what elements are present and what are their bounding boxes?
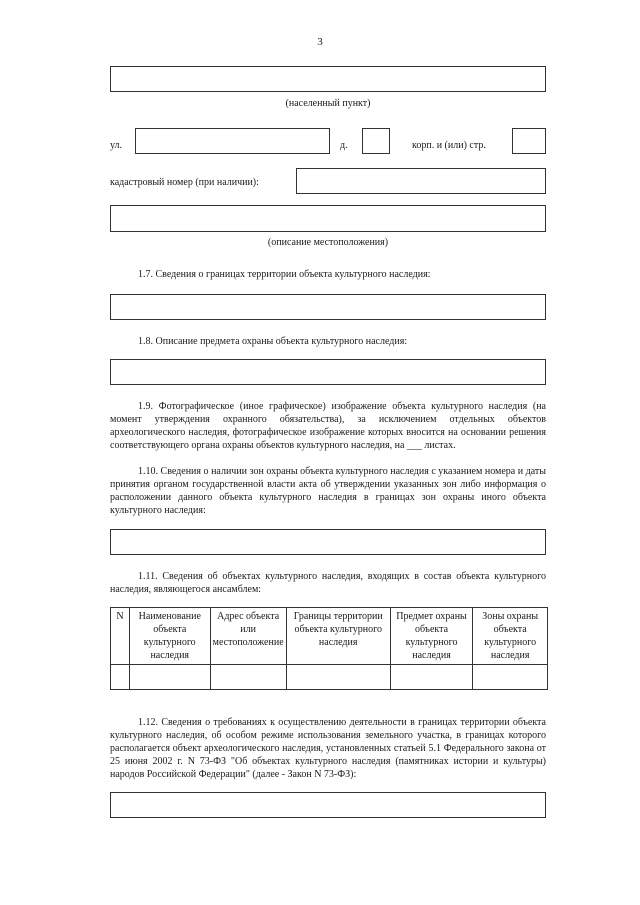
building-label: корп. и (или) стр. bbox=[412, 140, 486, 151]
section-1-9-text: 1.9. Фотографическое (иное графическое) изображение объекта культурного наследия (на момент утверждения охранного обязательства), за исключением отдельных объектов археологического наследия, фотографическое изображение которых вносится на основании решения соответствующего органа охраны объектов культурного наследия, на ___ листах. bbox=[110, 401, 546, 451]
header-protection-zones: Зоны охраны объекта культурного наследия bbox=[473, 608, 548, 665]
section-1-8-field[interactable] bbox=[110, 359, 546, 385]
location-field[interactable] bbox=[110, 205, 546, 232]
section-1-7-text: 1.7. Сведения о границах территории объекта культурного наследия: bbox=[138, 269, 431, 280]
settlement-field[interactable] bbox=[110, 66, 546, 92]
house-field[interactable] bbox=[362, 128, 390, 154]
street-field[interactable] bbox=[135, 128, 330, 154]
header-n: N bbox=[111, 608, 130, 665]
table-cell[interactable] bbox=[210, 665, 286, 690]
page-number: 3 bbox=[317, 36, 323, 48]
section-1-10-field[interactable] bbox=[110, 529, 546, 555]
ensemble-objects-table bbox=[110, 607, 548, 690]
header-name: Наименование объекта культурного наследия bbox=[129, 608, 210, 665]
section-1-8-text: 1.8. Описание предмета охраны объекта культурного наследия: bbox=[138, 336, 408, 347]
location-caption: (описание местоположения) bbox=[267, 237, 389, 248]
cadastral-label: кадастровый номер (при наличии): bbox=[110, 177, 259, 188]
table-cell[interactable] bbox=[473, 665, 548, 690]
section-1-11-text: 1.11. Сведения об объектах культурного наследия, входящих в состав объекта культурного наследия, являющегося ансамблем: bbox=[110, 571, 546, 595]
table-header-row bbox=[111, 608, 548, 665]
table-cell[interactable] bbox=[129, 665, 210, 690]
settlement-caption: (населенный пункт) bbox=[285, 98, 371, 109]
building-field[interactable] bbox=[512, 128, 546, 154]
section-1-12-field[interactable] bbox=[110, 792, 546, 818]
header-protection-subject: Предмет охраны объекта культурного наследия bbox=[390, 608, 473, 665]
table-cell[interactable] bbox=[111, 665, 130, 690]
house-label: д. bbox=[340, 140, 348, 151]
table-cell[interactable] bbox=[286, 665, 390, 690]
table-row bbox=[111, 665, 548, 690]
section-1-10-text: 1.10. Сведения о наличии зон охраны объекта культурного наследия с указанием номера и даты принятия органом государственной власти акта об утверждении указанных зон либо информация о расположении данного объекта культурного наследия в границах зон охраны иного объекта культурного наследия: bbox=[110, 466, 546, 516]
section-1-12-text: 1.12. Сведения о требованиях к осуществлению деятельности в границах территории объекта культурного наследия, об особом режиме использования земельного участка, в границах которого располагается объект археологического наследия, установленных статьей 5.1 Федерального закона от 25 июня 2002 г. N 73-ФЗ "Об объектах культурного наследия (памятниках истории и культуры) народов Российской Федерации" (далее - Закон N 73-ФЗ): bbox=[110, 717, 546, 780]
section-1-7-field[interactable] bbox=[110, 294, 546, 320]
header-boundaries: Границы территории объекта культурного наследия bbox=[286, 608, 390, 665]
header-address: Адрес объекта или местоположение bbox=[210, 608, 286, 665]
table-cell[interactable] bbox=[390, 665, 473, 690]
cadastral-field[interactable] bbox=[296, 168, 546, 194]
street-label: ул. bbox=[110, 140, 123, 151]
